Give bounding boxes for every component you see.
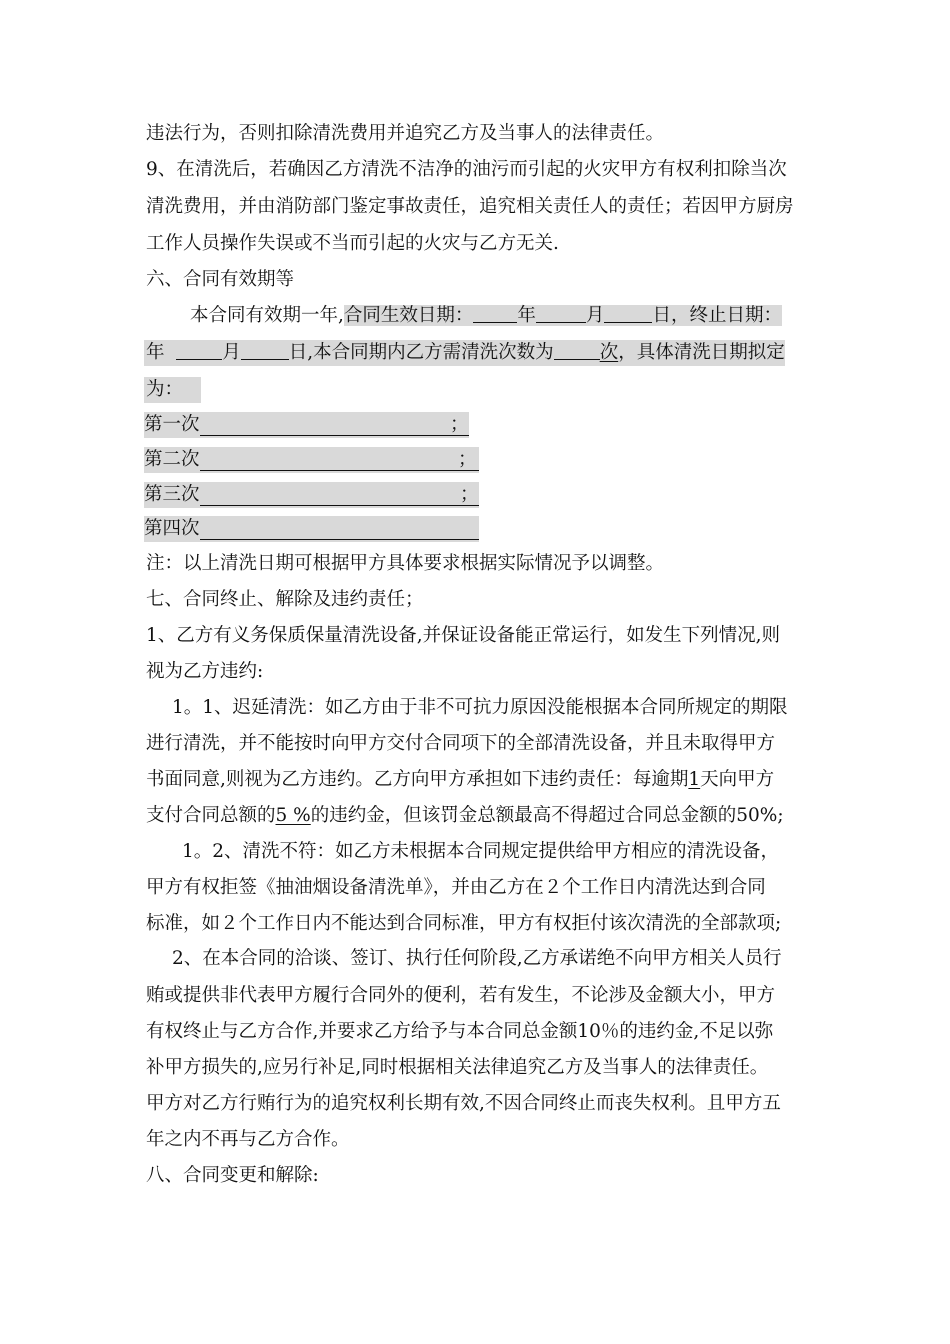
date-blank (200, 435, 469, 436)
penalty-rate-line: 支付合同总额的5 %的违约金，但该罚金总额最高不得超过合同总金额的50%; (146, 805, 784, 826)
date-blank (200, 505, 479, 506)
paragraph-line: 工作人员操作失误或不当而引起的火灾与乙方无关. (146, 233, 559, 254)
paragraph-line: 进行清洗，并不能按时向甲方交付合同项下的全部清洗设备，并且未取得甲方 (146, 733, 776, 754)
month-blank (536, 304, 586, 323)
clause-1-2-line: 1。2、清洗不符：如乙方未根据本合同规定提供给甲方相应的清洗设备， (182, 841, 780, 862)
clause-1-1-line: 1。1、迟延清洗：如乙方由于非不可抗力原因没能根据本合同所规定的期限 (172, 697, 788, 718)
paragraph-line: 补甲方损失的,应另行补足,同时根据相关法律追究乙方及当事人的法律责任。 (146, 1057, 769, 1078)
paragraph-line: 有权终止与乙方合作,并要求乙方给予与本合同总金额10％的违约金,不足以弥 (146, 1021, 774, 1042)
clause-1-line: 1、乙方有义务保质保量清洗设备,并保证设备能正常运行，如发生下列情况,则 (146, 625, 781, 646)
paragraph-line: 违法行为，否则扣除清洗费用并追究乙方及当事人的法律责任。 (146, 123, 665, 144)
section-6-heading: 六、合同有效期等 (146, 269, 295, 290)
date-blank (200, 539, 479, 540)
penalty-line: 书面同意,则视为乙方违约。乙方向甲方承担如下违约责任：每逾期1天向甲方 (146, 769, 775, 790)
paragraph-line: 视为乙方违约: (146, 661, 264, 682)
schedule-row-3: 第三次 ； (144, 482, 479, 508)
day-blank (241, 341, 289, 360)
date-blank (200, 470, 479, 471)
paragraph-line: 贿或提供非代表甲方履行合同外的便利，若有发生，不论涉及金额大小，甲方 (146, 985, 776, 1006)
end-date-line: 年 月 日,本合同期内乙方需清洗次数为 次，具体清洗日期拟定 (144, 340, 785, 366)
validity-line (190, 303, 782, 329)
clause-2-line: 2、在本合同的洽谈、签订、执行任何阶段,乙方承诺绝不向甲方相关人员行 (172, 948, 782, 969)
highlighted-dates: 合同生效日期： 年 月 日，终止日期： (343, 305, 782, 326)
clause-9-line: 9、在清洗后，若确因乙方清洗不洁净的油污而引起的火灾甲方有权利扣除当次 (146, 159, 787, 180)
schedule-row-1: 第一次 ； (144, 412, 469, 438)
paragraph-line: 标准，如２个工作日内不能达到合同标准，甲方有权拒付该次清洗的全部款项; (146, 913, 782, 934)
day-blank (604, 304, 652, 323)
penalty-rate-value: 5 % (275, 805, 311, 826)
paragraph-line: 甲方有权拒签《抽油烟设备清洗单》，并由乙方在２个工作日内清洗达到合同 (146, 877, 766, 898)
note-line: 注：以上清洗日期可根据甲方具体要求根据实际情况予以调整。 (146, 553, 665, 574)
count-blank (554, 341, 600, 360)
schedule-row-2: 第二次 ； (144, 447, 479, 473)
validity-text: 本合同有效期一年, (190, 305, 344, 326)
schedule-row-4: 第四次 (144, 516, 479, 542)
year-blank (473, 304, 517, 323)
section-7-heading: 七、合同终止、解除及违约责任； (146, 589, 424, 610)
paragraph-line: 年之内不再与乙方合作。 (146, 1129, 350, 1150)
paragraph-line: 清洗费用，并由消防部门鉴定事故责任，追究相关责任人的责任；若因甲方厨房 (146, 196, 794, 217)
paragraph-line: 甲方对乙方行贿行为的追究权利长期有效,不因合同终止而丧失权利。且甲方五 (146, 1093, 781, 1114)
paragraph-line: 为： (144, 377, 201, 403)
days-value: 1 (688, 769, 701, 790)
section-8-heading: 八、合同变更和解除: (146, 1165, 319, 1186)
month-blank (176, 341, 222, 360)
